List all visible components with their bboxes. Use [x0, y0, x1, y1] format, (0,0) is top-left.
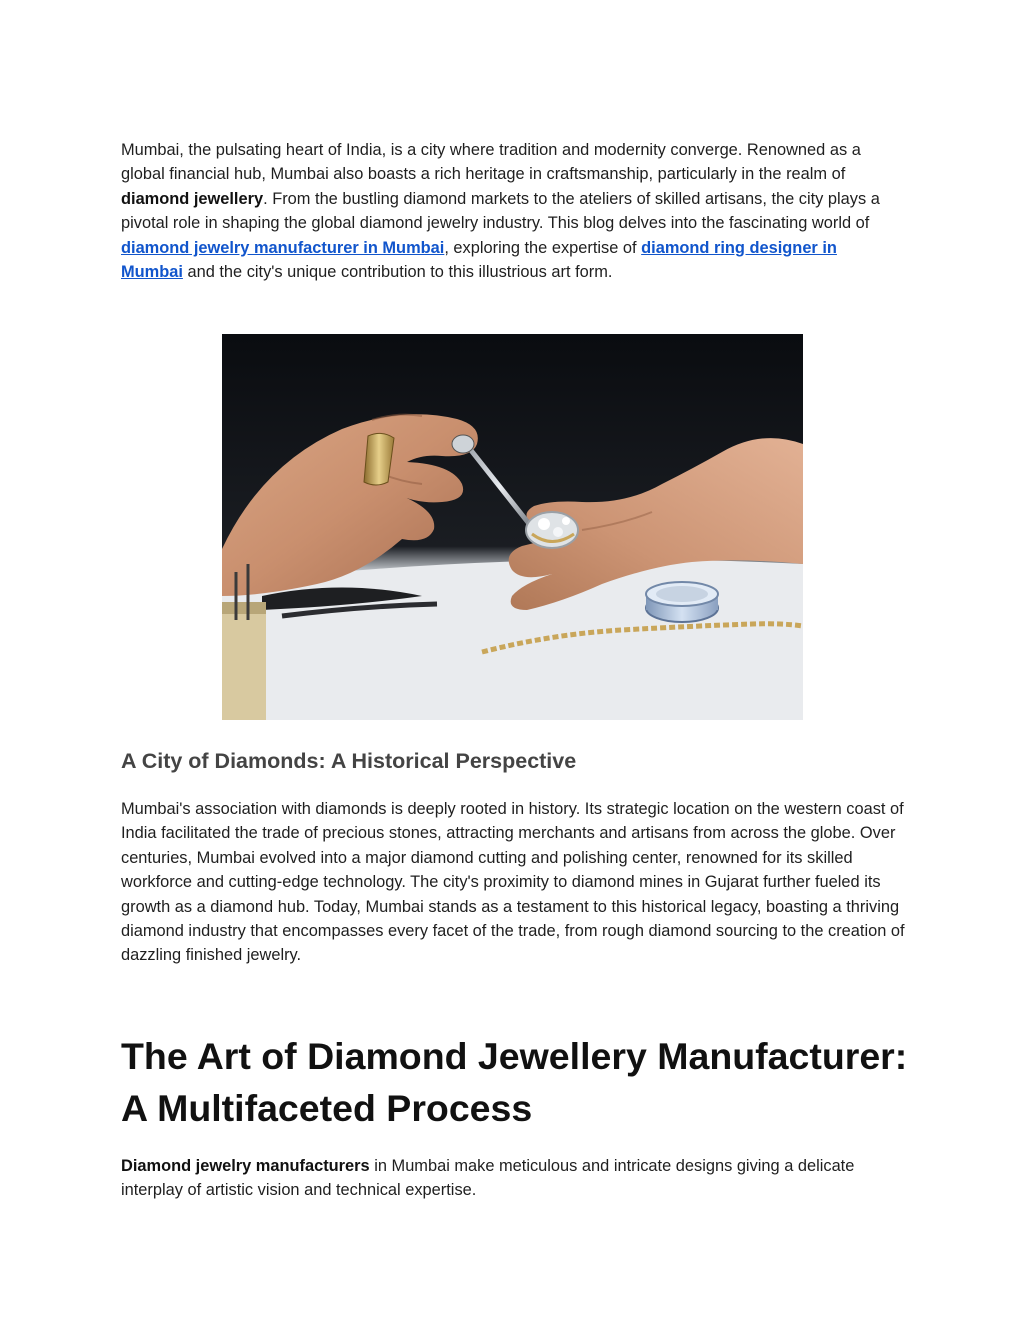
manufacturing-paragraph — [121, 1154, 907, 1203]
link-diamond-jewelry-manufacturer[interactable]: diamond jewelry manufacturer in Mumbai — [121, 238, 445, 257]
intro-text-3: , exploring the expertise of — [444, 238, 642, 257]
history-section — [121, 797, 907, 968]
heading-city-of-diamonds: A City of Diamonds: A Historical Perspective — [121, 749, 577, 773]
link-diamond-ring-designer[interactable]: diamond ring designer in Mumbai — [121, 238, 837, 282]
history-paragraph: Mumbai's association with diamonds is deeply rooted in history. Its strategic location on the western coast of India facilitated the trade of precious stones, attracting merchants and artisans from across the globe. Over centuries, Mumbai evolved into a major diamond cutting and polishing center, renowned for its skilled workforce and cutting-edge technology. The city's proximity to diamond mines in Gujarat further fueled its growth as a diamond hub. Today, Mumbai stands as a testament to this historical legacy, boasting a thriving diamond industry that encompasses every facet of the trade, from rough diamond sourcing to the creation of dazzling finished jewelry. — [121, 800, 905, 965]
manufacturing-text: in Mumbai make meticulous and intricate designs giving a delicate interplay of artistic vision and technical expertise. — [121, 1157, 855, 1200]
intro-text-1: Mumbai, the pulsating heart of India, is a city where tradition and modernity converge. Renowned as a global financial hub, Mumbai also boasts a rich heritage in craftsmanship, particularly in the realm of — [121, 141, 861, 184]
manufacturing-bold: Diamond jewelry manufacturers — [121, 1157, 370, 1175]
manufacturing-section — [121, 1154, 907, 1203]
heading-art-of-diamond-jewellery: The Art of Diamond Jewellery Manufacturer: A Multifaceted Process — [121, 1035, 908, 1129]
jeweler-photo — [222, 334, 803, 720]
jeweler-photo-illustration — [222, 334, 803, 720]
intro-text-4: and the city's unique contribution to this illustrious art form. — [182, 263, 613, 282]
intro-bold-diamond-jewellery: diamond jewellery — [121, 189, 264, 208]
intro-text-2: . From the bustling diamond markets to the ateliers of skilled artisans, the city plays a pivotal role in shaping the global diamond jewelry industry. This blog delves into the fascinating world of — [121, 189, 880, 233]
intro-section — [121, 138, 903, 284]
intro-paragraph — [121, 138, 903, 284]
